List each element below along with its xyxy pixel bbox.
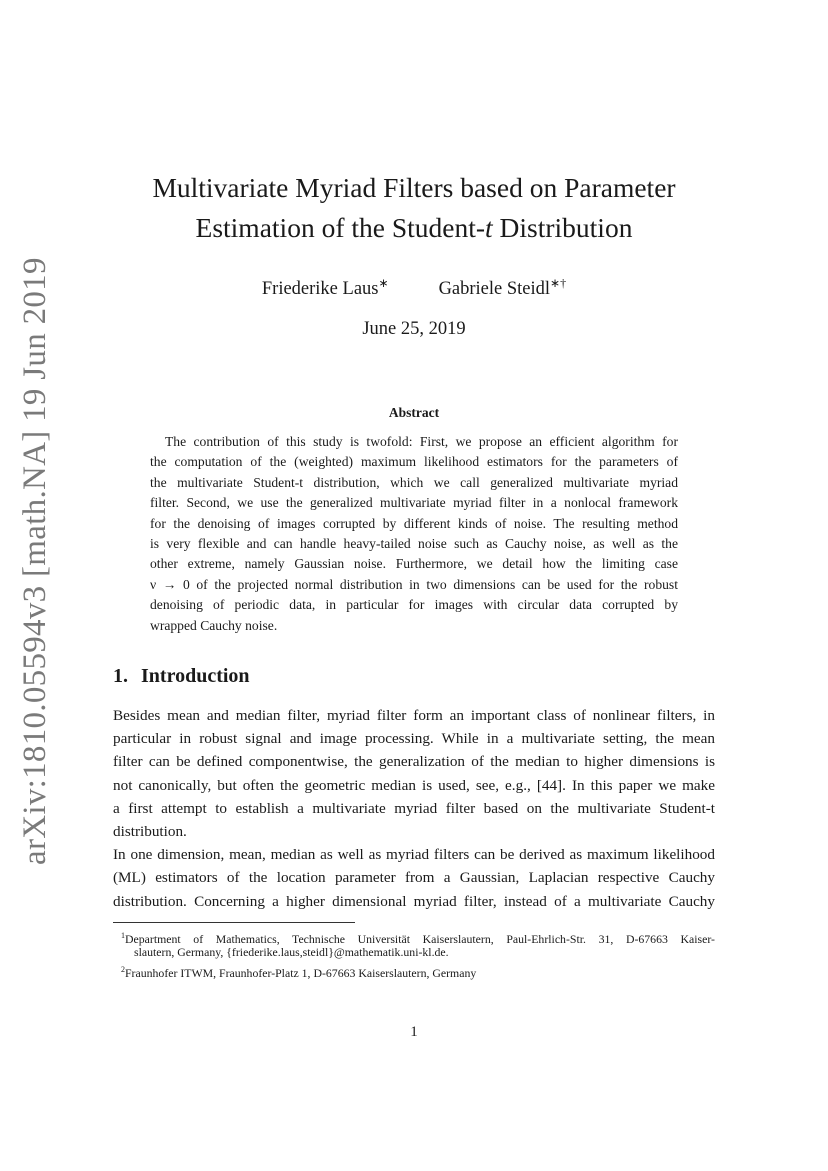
footnote-mark: 2: [121, 965, 125, 974]
author-name: Gabriele Steidl: [438, 279, 551, 299]
title-variable-t: t: [485, 212, 493, 243]
abstract-text: [150, 432, 678, 636]
arxiv-identifier-stamp: [5, 257, 65, 865]
footnotes: [113, 927, 715, 978]
section-title: Introduction: [141, 665, 250, 687]
footnote-separator: [113, 922, 355, 923]
page-number: 1: [410, 1024, 418, 1040]
body-line: Besides mean and median filter, myriad filter form an important class of nonlinear filters, in: [113, 707, 715, 724]
abstract-line: wrapped Cauchy noise.: [150, 617, 278, 633]
body-line: filter can be defined componentwise, the generalization of the median to higher dimensions is: [113, 753, 715, 771]
author-affiliation-mark: ∗†: [550, 276, 567, 290]
abstract-line: for the denoising of images corrupted by different kinds of noise. The resulting method: [150, 515, 678, 531]
abstract-line: denoising of periodic data, in particular for images with circular data corrupted by: [150, 597, 678, 613]
abstract-line: The contribution of this study is twofold: First, we propose an efficient algorithm for: [165, 434, 678, 449]
title-line-2-post: Distribution: [492, 212, 633, 243]
footnote-mark: 1: [121, 931, 125, 940]
introduction-body: [113, 704, 715, 913]
author-affiliation-mark: ∗: [378, 276, 389, 290]
arxiv-identifier-text: arXiv:1810.05594v3 [math.NA] 19 Jun 2019: [17, 257, 53, 865]
title-line-2-pre: Estimation of the Student-: [195, 212, 486, 243]
paper-title: [100, 168, 728, 248]
body-line: not canonically, but often the geometric median is used, see, e.g., [44]. In this paper we make: [113, 776, 715, 794]
abstract-line: the computation of the (weighted) maximum likelihood estimators for the parameters of: [150, 454, 678, 470]
body-line: particular in robust signal and image processing. While in a multivariate setting, the mean: [113, 730, 715, 748]
author-2: [439, 270, 567, 302]
abstract-line: filter. Second, we use the generalized multivariate myriad filter in a nonlocal framework: [150, 495, 678, 511]
footnote-1-line-2: slautern, Germany, {friederike.laus,steidl}@mathematik.uni-kl.de.: [134, 945, 449, 959]
section-number: 1.: [113, 665, 128, 687]
body-line: In one dimension, mean, median as well as myriad filters can be derived as maximum likelihood: [113, 846, 715, 864]
title-line-1: Multivariate Myriad Filters based on Parameter: [152, 172, 676, 203]
abstract-heading: Abstract: [388, 405, 440, 420]
footnote-text: Fraunhofer ITWM, Fraunhofer-Platz 1, D-67663 Kaiserslautern, Germany: [125, 966, 477, 980]
footnote-1-line-1: [113, 927, 715, 944]
author-1: [262, 270, 389, 302]
abstract-line: other extreme, namely Gaussian noise. Furthermore, we detail how the limiting case: [150, 556, 678, 572]
abstract-line: is very flexible and can handle heavy-tailed noise such as Cauchy noise, as well as the: [150, 535, 678, 551]
abstract-line: the multivariate Student-t distribution, which we call generalized multivariate myriad: [150, 474, 678, 490]
footnote-2: [113, 961, 715, 978]
author-name: Friederike Laus: [261, 279, 379, 299]
abstract-line: ν → 0 of the projected normal distribution in two dimensions can be used for the robust: [150, 576, 678, 592]
body-line: (ML) estimators of the location parameter from a Gaussian, Laplacian respective Cauchy: [113, 869, 715, 887]
body-line: distribution.: [113, 822, 187, 840]
section-heading-introduction: [113, 662, 250, 690]
body-line: distribution. Concerning a higher dimensional myriad filter, instead of a multivariate Cauchy: [113, 892, 715, 910]
body-line: a first attempt to establish a multivariate myriad filter based on the multivariate Student-t: [113, 799, 715, 817]
title-line-2: [100, 208, 728, 248]
footnote-text: Department of Mathematics, Technische Universität Kaiserslautern, Paul-Ehrlich-Str. 31, D-67663 Kaiser-: [125, 932, 715, 946]
author-list: [100, 270, 728, 302]
publication-date: June 25, 2019: [362, 319, 466, 339]
